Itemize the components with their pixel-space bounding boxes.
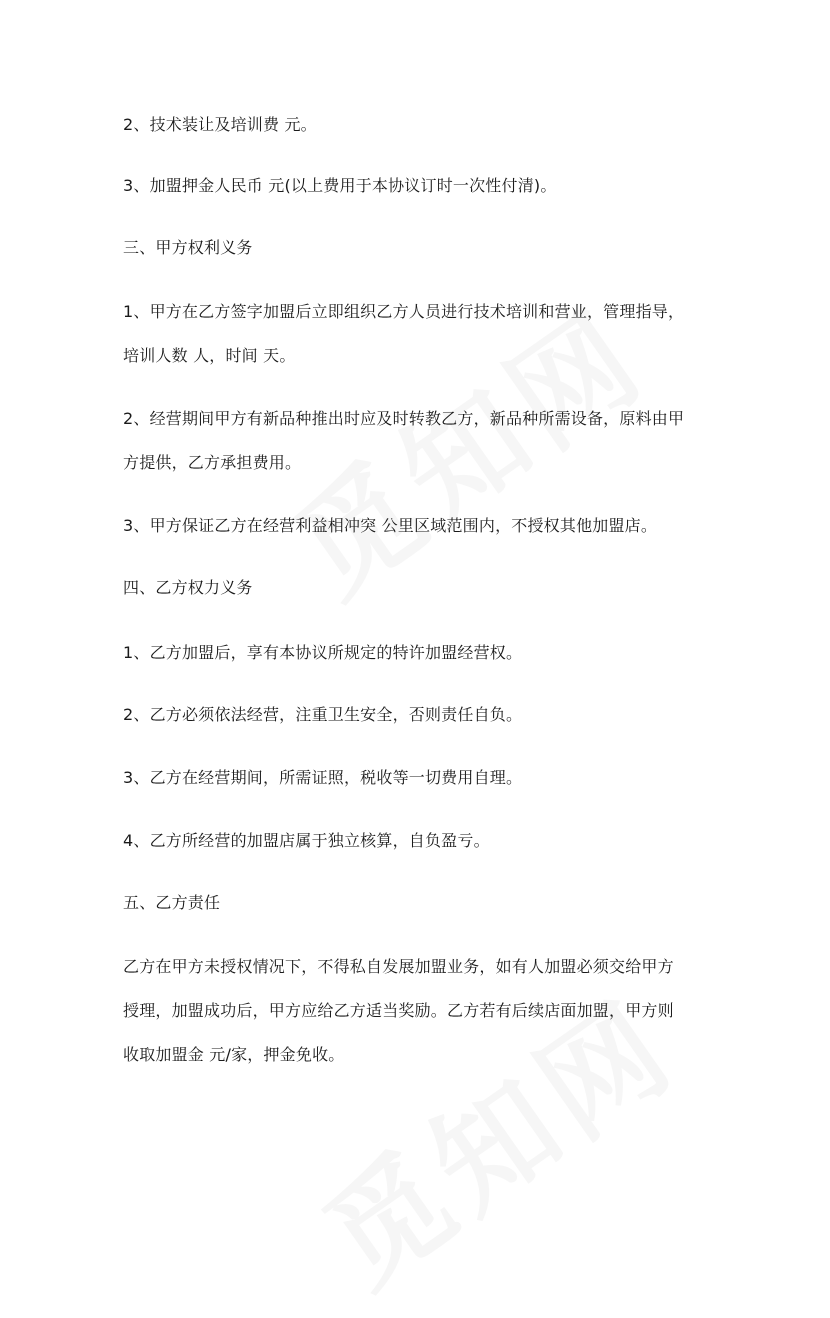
fee-item-2: 2、技术装让及培训费 元。 (123, 115, 317, 134)
party-a-item-3: 3、甲方保证乙方在经营利益相冲突 公里区域范围内，不授权其他加盟店。 (123, 516, 658, 535)
party-b-item-1: 1、乙方加盟后，享有本协议所规定的特许加盟经营权。 (123, 643, 523, 662)
party-a-item-1: 1、甲方在乙方签字加盟后立即组织乙方人员进行技术培训和营业，管理指导， (123, 302, 685, 321)
party-b-duty-line-1: 乙方在甲方未授权情况下，不得私自发展加盟业务，如有人加盟必须交给甲方 (123, 957, 674, 976)
party-b-duty-line-3: 收取加盟金 元/家，押金免收。 (123, 1045, 345, 1064)
fee-item-3: 3、加盟押金人民币 元(以上费用于本协议订时一次性付清)。 (123, 176, 557, 195)
party-a-item-1-cont: 培训人数 人，时间 天。 (123, 346, 296, 365)
section-heading-5: 五、乙方责任 (123, 893, 221, 912)
section-heading-3: 三、甲方权利义务 (123, 238, 253, 257)
party-b-item-2: 2、乙方必须依法经营，注重卫生安全，否则责任自负。 (123, 705, 523, 724)
party-b-item-3: 3、乙方在经营期间，所需证照，税收等一切费用自理。 (123, 768, 523, 787)
party-a-item-2-cont: 方提供，乙方承担费用。 (123, 453, 302, 472)
party-b-item-4: 4、乙方所经营的加盟店属于独立核算，自负盈亏。 (123, 831, 490, 850)
party-b-duty-line-2: 授理，加盟成功后，甲方应给乙方适当奖励。乙方若有后续店面加盟，甲方则 (123, 1001, 674, 1020)
section-heading-4: 四、乙方权力义务 (123, 578, 253, 597)
party-a-item-2: 2、经营期间甲方有新品种推出时应及时转教乙方，新品种所需设备，原料由甲 (123, 409, 685, 428)
